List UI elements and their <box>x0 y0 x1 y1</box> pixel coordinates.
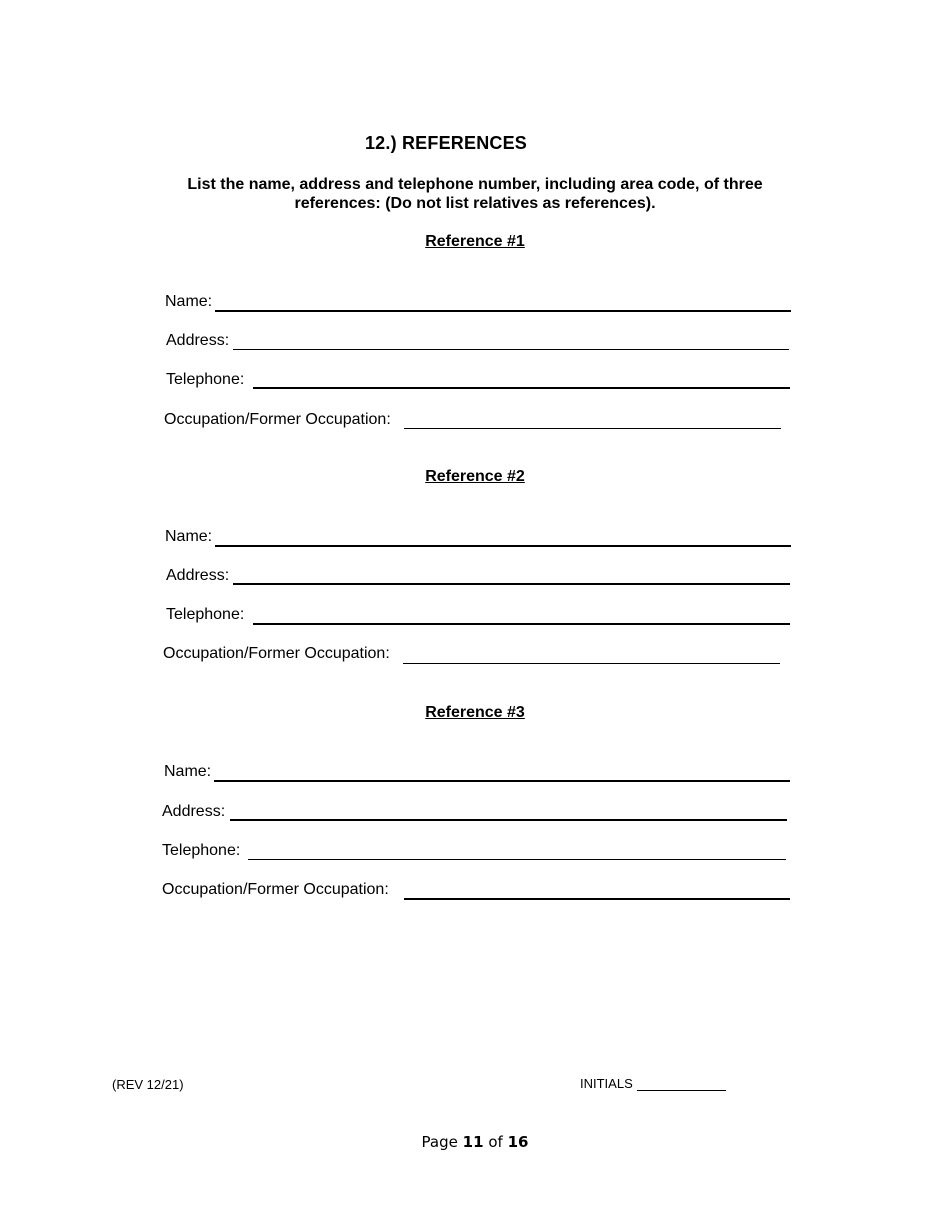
reference-1-address-field[interactable] <box>233 349 789 350</box>
reference-3-telephone-label: Telephone: <box>162 842 241 859</box>
reference-1-occupation-field[interactable] <box>404 428 781 429</box>
reference-1-address-label: Address: <box>166 332 230 349</box>
reference-2-heading: Reference #2 <box>425 468 525 485</box>
page-prefix: Page <box>421 1133 458 1151</box>
reference-1-name-label: Name: <box>165 293 213 310</box>
reference-1-telephone-label: Telephone: <box>166 371 245 388</box>
revision-label: (REV 12/21) <box>112 1077 184 1092</box>
reference-2-telephone-field[interactable] <box>253 623 790 625</box>
initials-label: INITIALS <box>580 1076 633 1091</box>
reference-3-occupation-field[interactable] <box>404 898 790 900</box>
initials-field[interactable] <box>637 1090 726 1091</box>
reference-2-address-field[interactable] <box>233 583 790 585</box>
page-of: of <box>488 1133 503 1151</box>
reference-2-occupation-label: Occupation/Former Occupation: <box>163 645 390 662</box>
reference-3-name-field[interactable] <box>214 780 790 782</box>
reference-3-heading: Reference #3 <box>425 704 525 721</box>
reference-3-telephone-field[interactable] <box>248 859 786 860</box>
reference-1-telephone-field[interactable] <box>253 387 790 389</box>
page-number <box>0 1133 950 1151</box>
section-title: 12.) REFERENCES <box>364 133 528 153</box>
reference-2-telephone-label: Telephone: <box>166 606 245 623</box>
reference-2-name-label: Name: <box>165 528 213 545</box>
reference-3-address-label: Address: <box>162 803 226 820</box>
instructions-text: List the name, address and telephone number, including area code, of three references: (Do not list relatives as references). <box>187 176 763 212</box>
reference-1-heading: Reference #1 <box>425 233 525 250</box>
reference-1-occupation-label: Occupation/Former Occupation: <box>164 411 391 428</box>
reference-2-address-label: Address: <box>166 567 230 584</box>
reference-3-address-field[interactable] <box>230 819 787 821</box>
reference-3-occupation-label: Occupation/Former Occupation: <box>162 881 389 898</box>
reference-2-occupation-field[interactable] <box>403 663 780 664</box>
reference-1-name-field[interactable] <box>215 310 791 312</box>
reference-3-name-label: Name: <box>164 763 212 780</box>
page-total: 16 <box>507 1133 529 1151</box>
page-current: 11 <box>462 1133 484 1151</box>
reference-2-name-field[interactable] <box>215 545 791 547</box>
